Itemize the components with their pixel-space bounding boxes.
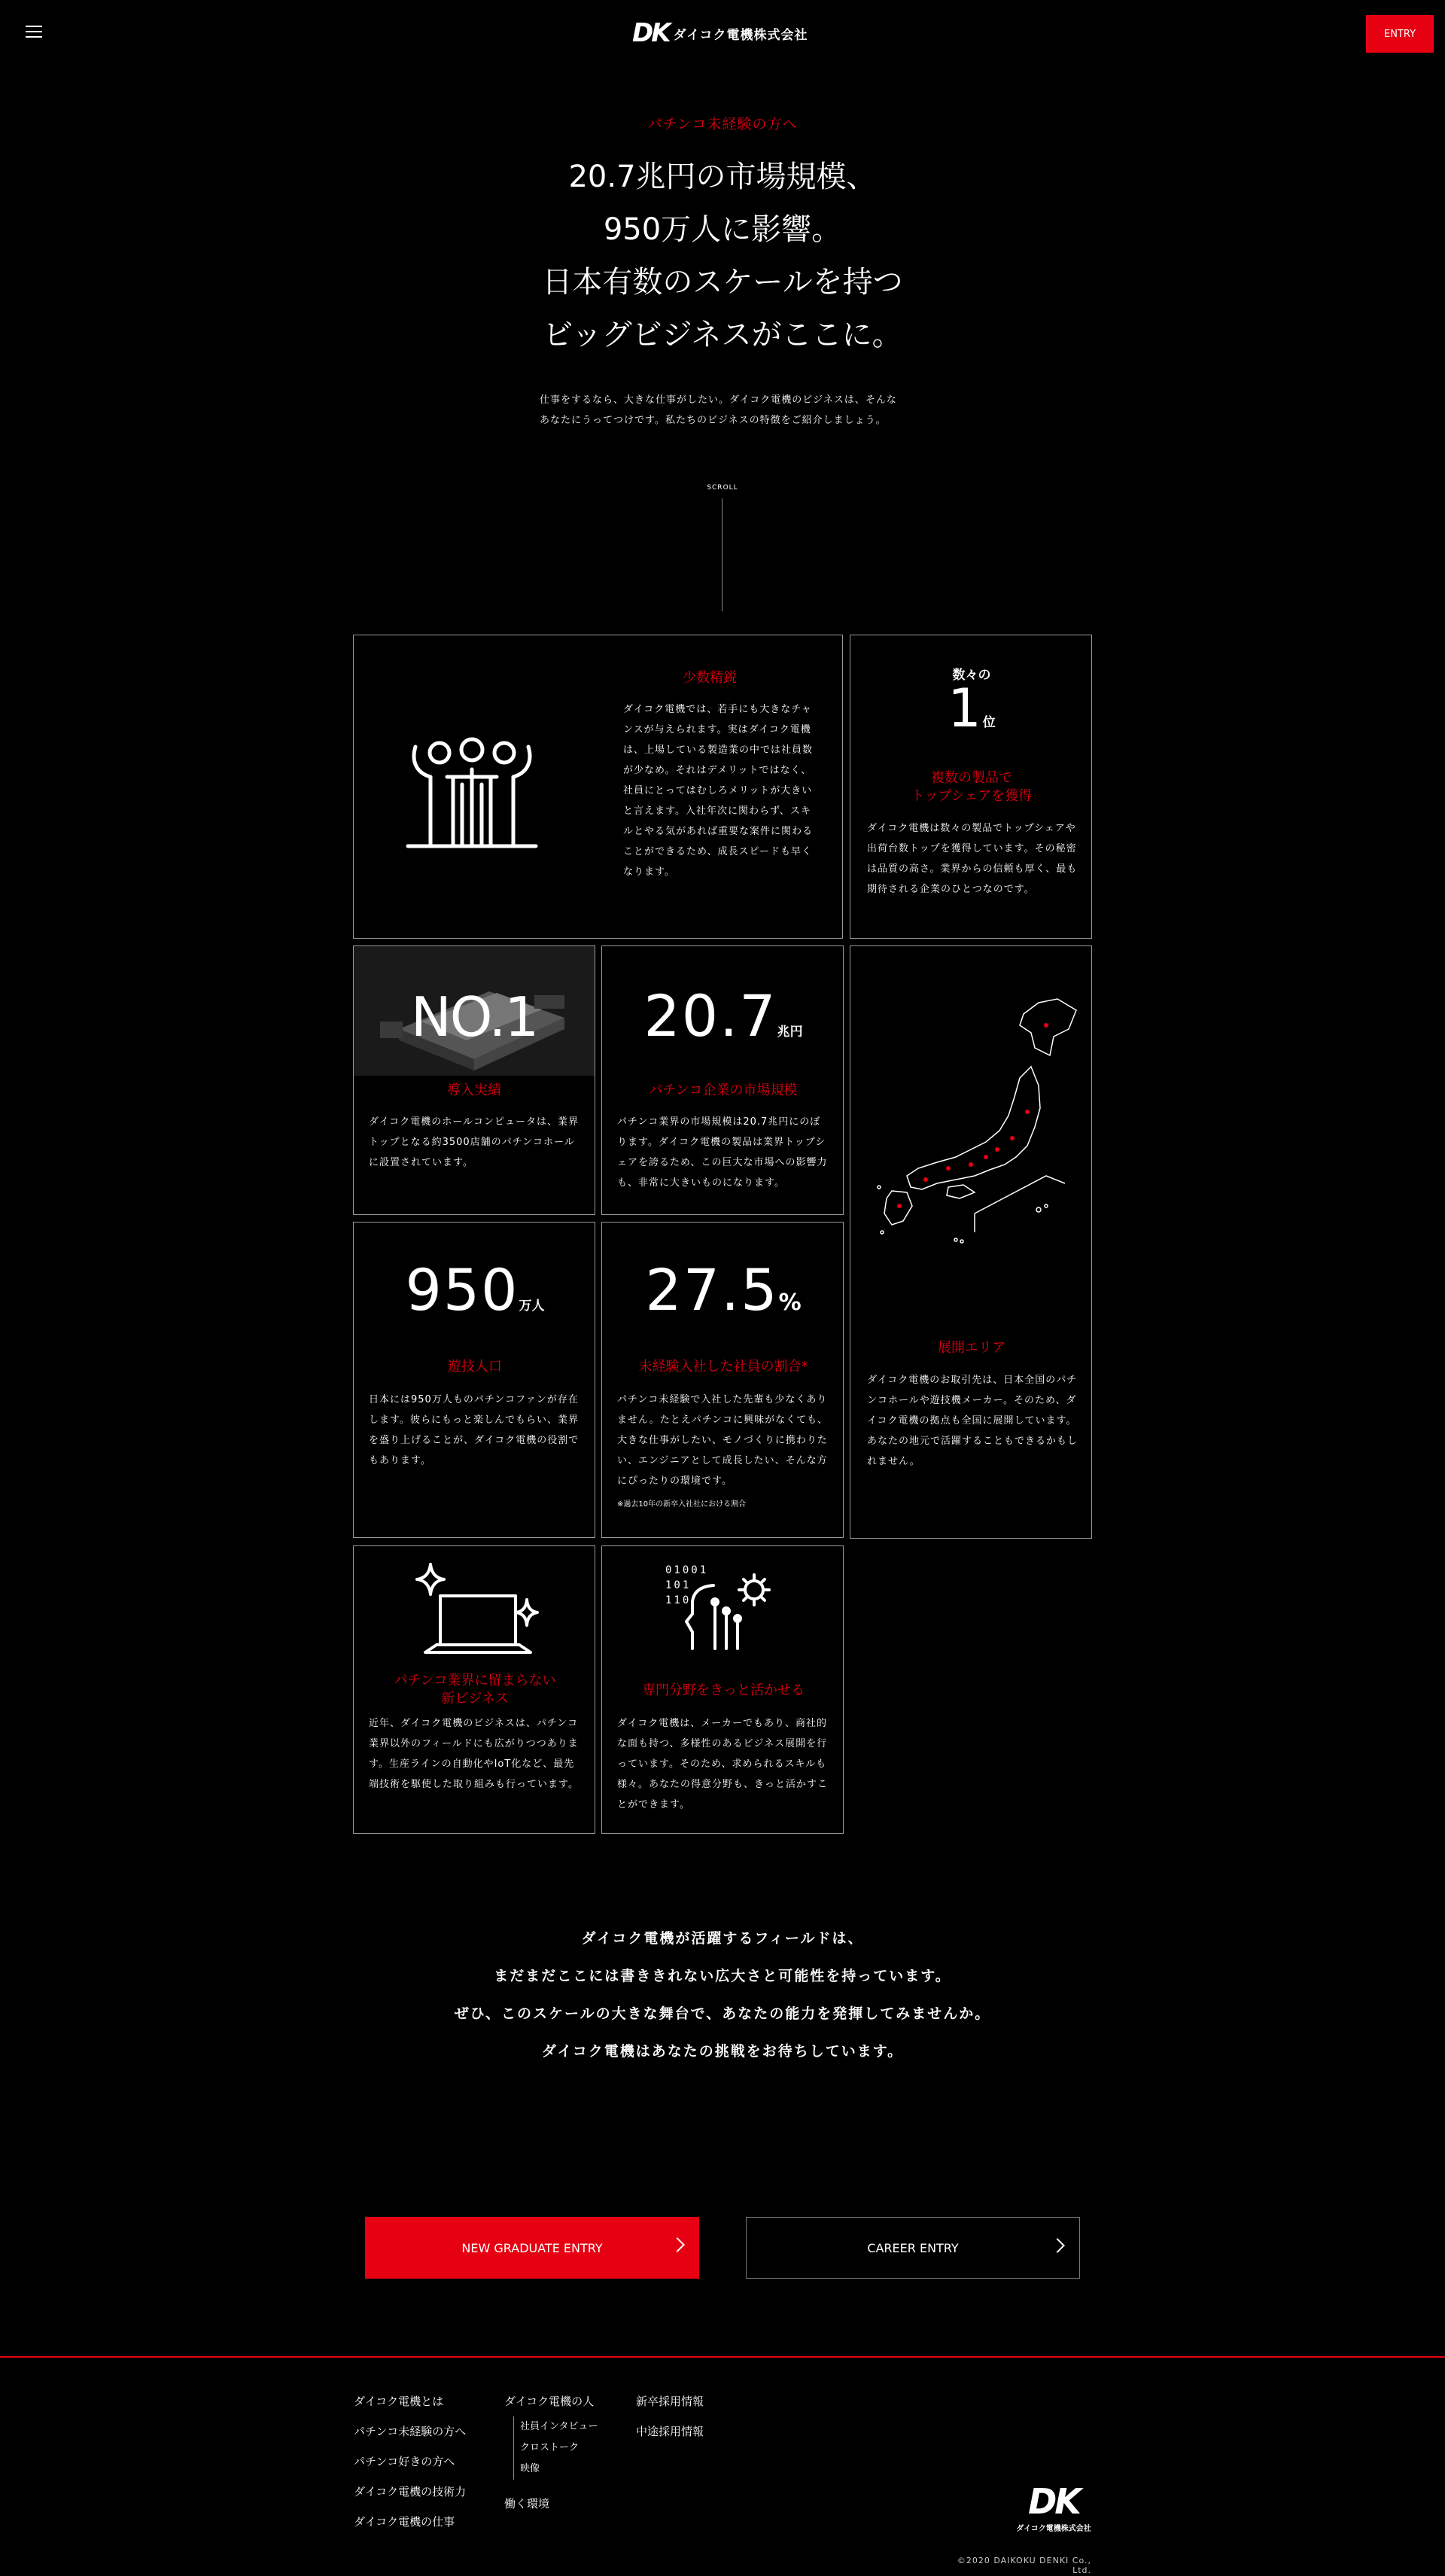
card-title: 展開エリア xyxy=(938,1340,1005,1356)
footer-link[interactable]: 働く環境 xyxy=(504,2497,550,2511)
footer-subnav xyxy=(513,2416,598,2480)
chevron-right-icon xyxy=(1050,2238,1065,2253)
button-label: NEW GRADUATE ENTRY xyxy=(461,2240,603,2255)
card-players xyxy=(353,1222,595,1538)
card-new-business xyxy=(353,1545,595,1834)
card-top-share xyxy=(850,635,1092,939)
closing-line: まだまだここには書ききれない広大さと可能性を持っています。 xyxy=(494,1968,951,1984)
card-title: 少数精鋭 xyxy=(683,670,737,686)
card-body: ダイコク電機では、若手にも大きなチャンスが与えられます。実はダイコク電機は、上場している製造業の中では社員数が少なめ。それはデメリットではなく、社員にとってはむしろメリットが大きいと言えます。入社年次に関わらず、スキルとやる気があれば重要な案件に関わることができるため、成長スピードも早くなります。 xyxy=(623,704,814,878)
head-gear-icon xyxy=(685,1566,775,1656)
japan-map xyxy=(865,995,1084,1259)
market-number: 20.7兆円 xyxy=(643,982,803,1049)
intro-lead: 仕事をするなら、大きな仕事がしたい。ダイコク電機のビジネスは、そんなあなたにうってつけです。私たちのビジネスの特徴をご紹介しましょう。 xyxy=(540,394,897,426)
new-graduate-entry-button[interactable] xyxy=(365,2217,699,2279)
card-body: ダイコク電機は数々の製品でトップシェアや出荷台数トップを獲得しています。その秘密は品質の高さ。業界からの信頼も厚く、最も期待される企業のひとつなのです。 xyxy=(867,823,1078,895)
card-body: 日本には950万人ものパチンコファンが存在します。彼らにもっと楽しんでもらい、業界を盛り上げることが、ダイコク電機の役割でもあります。 xyxy=(369,1394,580,1466)
footer-link[interactable]: ダイコク電機の技術力 xyxy=(354,2485,467,2498)
no1-number: NO.1 xyxy=(410,985,538,1049)
page-headline xyxy=(0,151,1445,361)
binary-line: 101 xyxy=(665,1579,692,1591)
footer-nav-col1 xyxy=(354,2386,466,2537)
footer-link[interactable]: ダイコク電機の仕事 xyxy=(354,2515,455,2529)
inexperienced-number: 27.5% xyxy=(645,1256,802,1323)
card-inexperienced xyxy=(601,1222,844,1538)
menu-icon[interactable] xyxy=(26,26,42,38)
footer-nav-col3 xyxy=(636,2386,704,2447)
card-area xyxy=(850,945,1092,1539)
footer-sublink[interactable]: 社員インタビュー xyxy=(520,2421,598,2432)
footer-sublink[interactable]: 映像 xyxy=(520,2463,540,2474)
footer-logo[interactable] xyxy=(1012,2481,1095,2533)
card-title: 未経験入社した社員の割合* xyxy=(638,1359,808,1375)
logo-mark: DK xyxy=(632,18,669,48)
card-small-elite xyxy=(353,635,843,939)
headline-line: 950万人に影響。 xyxy=(603,212,842,247)
card-title: 複数の製品で トップシェアを獲得 xyxy=(911,770,1033,804)
footer-sublink[interactable]: クロストーク xyxy=(520,2442,580,2453)
closing-message xyxy=(0,1920,1445,2070)
footer-link[interactable]: パチンコ好きの方へ xyxy=(354,2455,455,2468)
card-body: パチンコ未経験で入社した先輩も少なくありません。たとえパチンコに興味がなくても、大きな仕事がしたい、モノづくりに携わりたい、エンジニアとして成長したい、そんな方にぴったりの環境です。 xyxy=(617,1394,829,1487)
chevron-right-icon xyxy=(670,2237,685,2252)
entry-button[interactable]: ENTRY xyxy=(1366,15,1434,53)
button-label: CAREER ENTRY xyxy=(867,2240,959,2255)
top-share-number: 1位 xyxy=(948,677,996,739)
headline-line: 20.7兆円の市場規模、 xyxy=(568,160,877,194)
career-entry-button[interactable] xyxy=(746,2217,1080,2279)
footer-link[interactable]: 中途採用情報 xyxy=(636,2425,704,2438)
card-title: 導入実績 xyxy=(447,1082,501,1098)
logo-mark: DK xyxy=(1028,2481,1079,2522)
footer-nav-col2 xyxy=(504,2386,598,2519)
card-no1 xyxy=(353,945,595,1215)
site-logo[interactable] xyxy=(632,18,808,48)
card-title: パチンコ企業の市場規模 xyxy=(649,1082,798,1098)
players-number: 950万人 xyxy=(405,1256,545,1323)
binary-line: 110 xyxy=(665,1594,692,1606)
team-icon xyxy=(400,732,543,852)
footer-divider xyxy=(0,2356,1445,2358)
closing-line: ダイコク電機が活躍するフィールドは、 xyxy=(581,1930,864,1947)
laptop-sparkle-icon xyxy=(406,1558,549,1656)
footer-link[interactable]: 新卒採用情報 xyxy=(636,2395,704,2408)
card-title: パチンコ業界に留まらない 新ビジネス xyxy=(394,1673,556,1707)
card-body: ダイコク電機のお取引先は、日本全国のパチンコホールや遊技機メーカー。そのため、ダイコク電機の拠点も全国に展開しています。あなたの地元で活躍することもできるかもしれません。 xyxy=(867,1375,1078,1467)
section-eyebrow: パチンコ未経験の方へ xyxy=(647,116,798,132)
headline-line: 日本有数のスケールを持つ xyxy=(542,265,903,300)
card-body: 近年、ダイコク電機のビジネスは、パチンコ業界以外のフィールドにも広がりつつあります。生産ラインの自動化やIoT化など、最先端技術を駆使した取り組みも行っています。 xyxy=(369,1718,579,1790)
card-body: パチンコ業界の市場規模は20.7兆円にのぼります。ダイコク電機の製品は業界トップシェアを誇るため、この巨大な市場への影響力も、非常に大きいものになります。 xyxy=(617,1116,828,1189)
footnote: ※過去10年の新卒入社社における割合 xyxy=(617,1500,747,1509)
logo-text: ダイコク電機株式会社 xyxy=(1016,2525,1091,2533)
footer-link[interactable]: パチンコ未経験の方へ xyxy=(354,2425,467,2438)
card-title: 専門分野をきっと活かせる xyxy=(642,1682,805,1698)
logo-text: ダイコク電機株式会社 xyxy=(673,27,808,43)
footer-link[interactable]: ダイコク電機とは xyxy=(354,2395,444,2408)
scroll-label: SCROLL xyxy=(707,484,738,492)
card-expertise xyxy=(601,1545,844,1834)
card-title: 遊技人口 xyxy=(448,1359,502,1375)
card-body: ダイコク電機は、メーカーでもあり、商社的な面も持つ、多様性のあるビジネス展開を行っています。そのため、求められるスキルも様々。あなたの得意分野も、きっと活かすことができます。 xyxy=(617,1718,829,1810)
closing-line: ダイコク電機はあなたの挑戦をお待ちしています。 xyxy=(541,2043,904,2060)
footer-link[interactable]: ダイコク電機の人 xyxy=(504,2395,595,2408)
copyright: ©2020 DAIKOKU DENKI Co., Ltd. xyxy=(957,2556,1091,2575)
closing-line: ぜひ、このスケールの大きな舞台で、あなたの能力を発揮してみませんか。 xyxy=(454,2005,991,2022)
card-market-size xyxy=(601,945,844,1215)
card-kicker: 数々の xyxy=(952,668,991,683)
headline-line: ビッグビジネスがここに。 xyxy=(543,318,902,352)
binary-line: 01001 xyxy=(665,1564,709,1576)
card-body: ダイコク電機のホールコンピュータは、業界トップとなる約3500店舗のパチンコホールに設置されています。 xyxy=(369,1116,579,1168)
